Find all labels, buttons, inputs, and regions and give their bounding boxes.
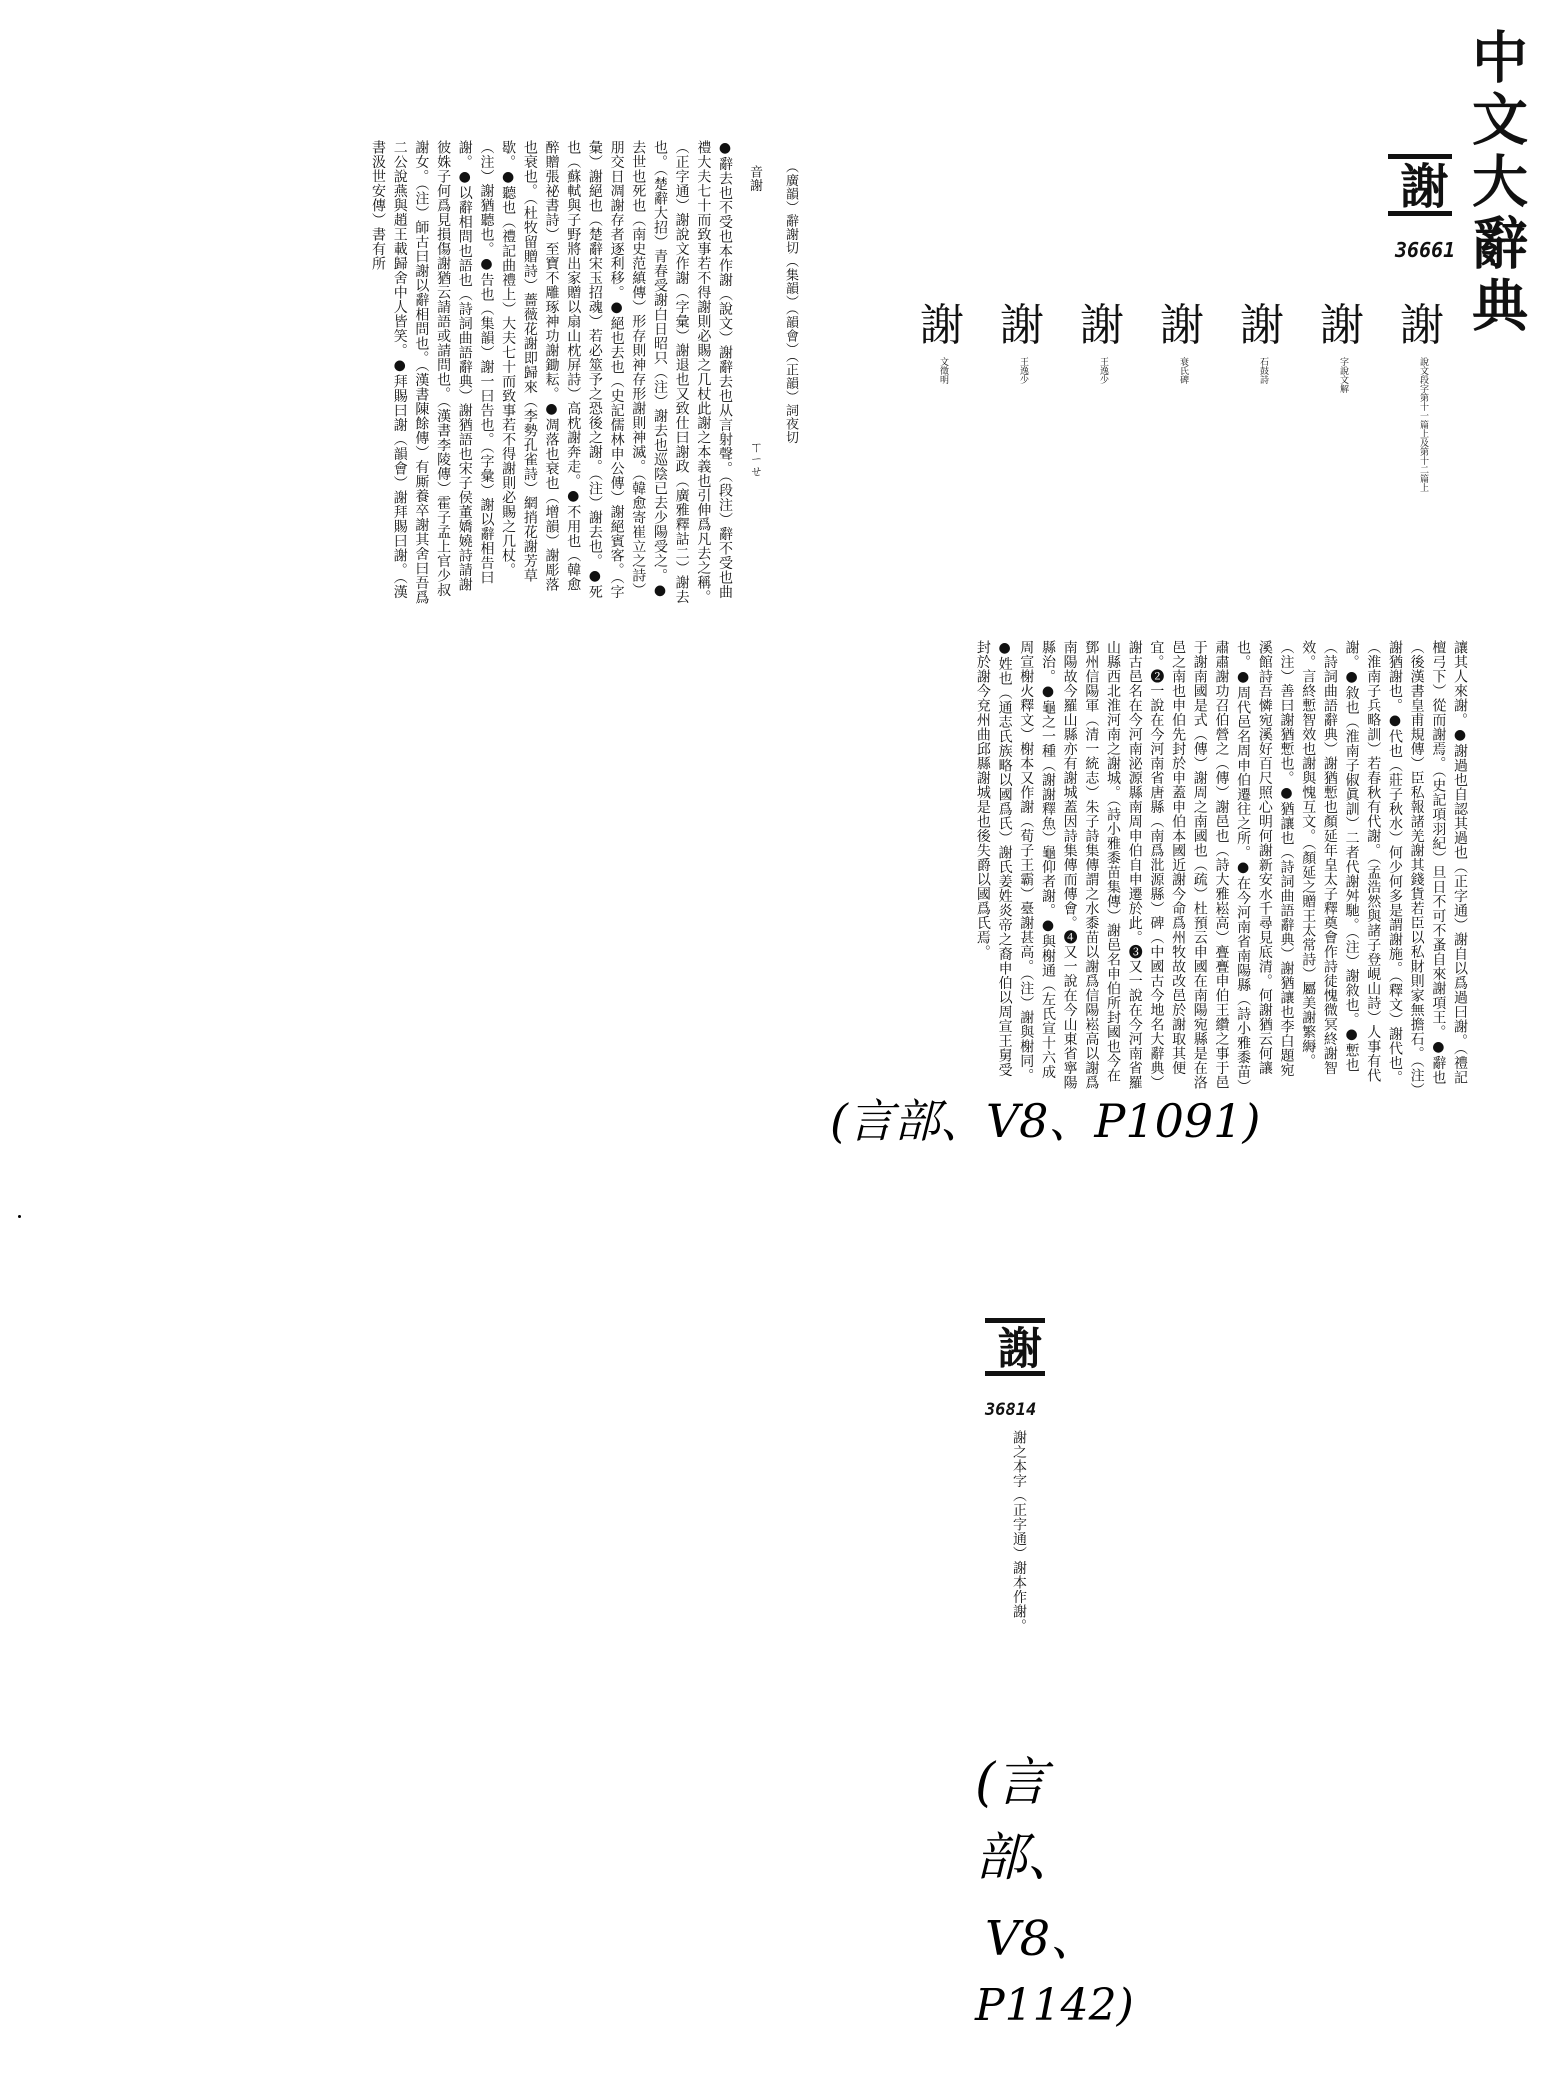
dictionary-header-title: 中文大辭典 bbox=[1463, 28, 1529, 338]
entry-number-1: 36661 bbox=[1395, 238, 1456, 262]
entry1-phonetic: ㄒㄧㄝ bbox=[747, 440, 762, 478]
entry-headword-1 bbox=[1388, 154, 1452, 216]
entry-headword-1-char: 謝 bbox=[1392, 161, 1448, 209]
glyph-char: 謝 bbox=[1080, 300, 1124, 351]
calligraphy-glyph-panel bbox=[895, 300, 1475, 600]
entry1-definition-right-block: 讓其人來謝。●謝過也自認其過也（正字通）謝自以爲過曰謝。（禮記檀弓下）從而謝焉。（史記項羽紀）旦日不可不蚤自來謝項王。●辭也（後漢書皇甫規傳）臣私報諸羌謝其錢貨若臣以私財則家無擔石。（注）謝猶謝也。●代也（莊子秋水）何少何多是謂謝施。（釋文）謝代也。（淮南子兵略訓）若春秋有代謝。（孟浩然與諸子登峴山詩）人事有代謝。●敘也（淮南子俶眞訓）二者代謝舛馳。（注）謝敘也。●慙也（詩詞曲語辭典）謝猶慙也顏延年皇太子釋奠會作詩徒愧微冥終謝智效。言終慙智效也謝與愧互文。（顏延之贈王太常詩）屬美謝繁縟。（注）善曰謝猶慙也。●猶讓也（詩詞曲語辭典）謝猶讓也李白題宛溪館詩吾憐宛溪好百尺照心明何謝新安水千尋見底清。何謝猶云何讓也。●周代邑名周申伯遷往之所。●在今河南省南陽縣（詩小雅黍苗）肅肅謝功召伯營之（傳）謝邑也（詩大雅崧高）亹亹申伯王纘之事于邑于謝南國是式（傳）謝周之南國也（疏）杜預云申國在南陽宛縣是在洛邑之南也申伯先封於申蓋申伯本國近謝今命爲州牧故改邑於謝取其便宜。❷一說在今河南省唐縣（南爲沘源縣）碑（中國古今地名大辭典）謝古邑名在今河南泌源縣南周申伯自申遷於此。❸又一說在今河南省羅山縣西北淮河南之謝城。（詩小雅黍苗集傳）謝邑名申伯所封國也今在鄧州信陽軍（清一統志）朱子詩集傳謂之水黍苗以謝爲信陽崧高以謝爲南陽故今羅山縣亦有謝城蓋因詩集傳而傳會。❹又一說在今山東省寧陽縣治。●龜之一種（謝謝釋魚）龜仰者謝。●與榭通（左氏宣十六成周宣榭火釋文）榭本又作謝（荀子王霸）臺謝甚高。（注）謝與榭同。●姓也（通志氏族略以國爲氏）謝氏姜姓炎帝之裔申伯以周宣王舅受封於謝今兗州曲邱縣謝城是也後失爵以國爲氏焉。 bbox=[974, 640, 1468, 1090]
glyph-caption: 王逸少 bbox=[1097, 356, 1108, 384]
glyph-caption: 字說文解 bbox=[1337, 356, 1348, 393]
entry1-rhyme-note: （廣韻）辭謝切（集韻）（韻會）（正韻）詞夜切 bbox=[783, 160, 798, 444]
entry1-reading: 音謝 bbox=[747, 165, 762, 192]
glyph-char: 謝 bbox=[1240, 300, 1284, 351]
scan-speck bbox=[18, 1215, 21, 1218]
entry-headword-2 bbox=[985, 1318, 1045, 1376]
handwritten-reference-2-line3: V8、 bbox=[985, 1911, 1099, 1967]
glyph-column-7 bbox=[905, 300, 979, 600]
glyph-char: 謝 bbox=[1000, 300, 1044, 351]
entry-headword-2-char: 謝 bbox=[990, 1325, 1041, 1369]
entry1-definition-left-block: ●辭去也不受也本作謝（說文）謝辭去也从言射聲。（段注）辭不受也曲禮大夫七十而致事若不得謝則必賜之几杖此謝之本義也引伸爲凡去之稱。（正字通）謝說文作謝（字彙）謝退也又致仕曰謝政（廣雅釋詁二）謝去也。（楚辭大招）青春受謝白日昭只（注）謝去也巡陰已去少陽受之。●去世也死也（南史范縝傳）形存則神存形謝則神滅。（韓愈寄崔立之詩）朋交日凋謝存者逐利移。●絕也去也（史記儒林申公傳）謝絕賓客。（字彙）謝絕也（楚辭宋玉招魂）若必筮予之恐後之謝。（注）謝去也。●死也（蘇軾與子野將出家贈以扇山枕屏詩）高枕謝奔走。●不用也（韓愈醉贈張祕書詩）至寶不雕琢神功謝鋤耘。●凋落也衰也（增韻）謝彫落也衰也。（杜牧留贈詩）薔薇花謝即歸來（李勢孔雀詩）網捎花謝芳草歇。●聽也（禮記曲禮上）大夫七十而致事若不得謝則必賜之几杖。（注）謝猶聽也。●告也（集韻）謝一曰告也。（字彙）謝以辭相告曰謝。●以辭相問也語也（詩詞曲語辭典）謝猶語也宋子侯董嬌嬈詩請謝彼姝子何爲見損傷謝猶云請語或請問也。（漢書李陵傳）霍子孟上官少叔謝女。（注）師古曰謝以辭相問也。（漢書陳餘傳）有厮養卒謝其舍曰吾爲二公說燕與趙王載歸舍中人皆笑。●拜賜曰謝（韻會）謝拜賜曰謝。（漢書汲世安傳）書有所 bbox=[370, 140, 733, 605]
entry-number-2: 36814 bbox=[985, 1400, 1037, 1420]
handwritten-reference-2-line1: (言 bbox=[975, 1753, 1048, 1813]
glyph-column-1 bbox=[1385, 300, 1459, 600]
glyph-column-2 bbox=[1305, 300, 1379, 600]
glyph-column-3 bbox=[1225, 300, 1299, 600]
glyph-caption: 說文段字第十一篇上及第十二篇上 bbox=[1417, 356, 1428, 492]
glyph-char: 謝 bbox=[920, 300, 964, 351]
glyph-column-5 bbox=[1065, 300, 1139, 600]
handwritten-reference-1: (言部、V8、P1091) bbox=[830, 1094, 1261, 1148]
glyph-caption: 文徵明 bbox=[937, 356, 948, 384]
glyph-char: 謝 bbox=[1160, 300, 1204, 351]
handwritten-reference-2-line4: P1142) bbox=[975, 1980, 1134, 2031]
glyph-caption: 衰氏碑 bbox=[1177, 356, 1188, 384]
glyph-char: 謝 bbox=[1400, 300, 1444, 351]
entry2-definition: 謝之本字（正字通）謝本作謝。 bbox=[1011, 1430, 1027, 1633]
glyph-column-4 bbox=[1145, 300, 1219, 600]
glyph-char: 謝 bbox=[1320, 300, 1364, 351]
handwritten-reference-2-line2: 部、 bbox=[975, 1828, 1080, 1888]
glyph-column-6 bbox=[985, 300, 1059, 600]
glyph-caption: 王逸少 bbox=[1017, 356, 1028, 384]
glyph-caption: 石鼓詩 bbox=[1257, 356, 1268, 384]
